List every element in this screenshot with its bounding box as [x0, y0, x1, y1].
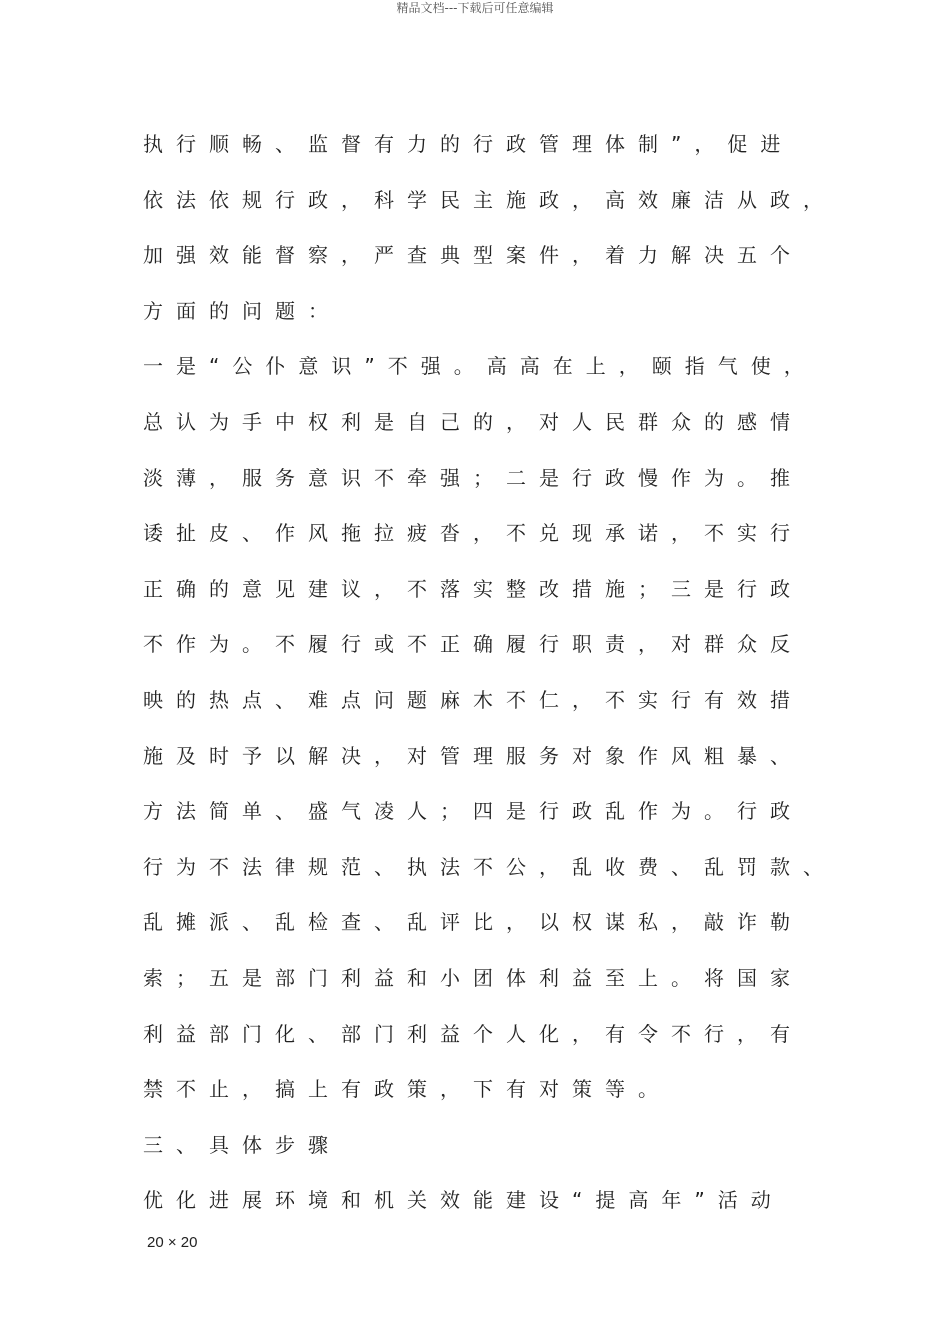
grid-size-label: 20 × 20	[147, 1234, 198, 1251]
body-line: 方法简单、盛气凌人；四是行政乱作为。行政	[143, 799, 803, 824]
body-line: 乱摊派、乱检查、乱评比，以权谋私，敲诈勒	[143, 910, 803, 935]
body-line: 方面的问题：	[143, 298, 341, 323]
body-line: 行为不法律规范、执法不公，乱收费、乱罚款、	[143, 854, 836, 879]
body-line: 映的热点、难点问题麻木不仁，不实行有效措	[143, 687, 803, 712]
body-line: 一是“公仆意识”不强。高高在上，颐指气使，	[143, 354, 817, 379]
body-line: 索；五是部门利益和小团体利益至上。将国家	[143, 965, 803, 990]
body-line: 正确的意见建议，不落实整改措施；三是行政	[143, 576, 803, 601]
body-line: 不作为。不履行或不正确履行职责，对群众反	[143, 632, 803, 657]
page-header: 精品文档---下载后可任意编辑	[396, 1, 554, 15]
document-body	[143, 117, 848, 1229]
body-line: 淡薄，服务意识不牵强；二是行政慢作为。推	[143, 465, 803, 490]
section-heading: 三、具体步骤	[143, 1132, 341, 1157]
body-line: 利益部门化、部门利益个人化，有令不行，有	[143, 1021, 803, 1046]
body-line: 依法依规行政，科学民主施政，高效廉洁从政，	[143, 187, 836, 212]
body-line: 加强效能督察，严查典型案件，着力解决五个	[143, 243, 803, 268]
body-line: 优化进展环境和机关效能建设“提高年”活动	[143, 1188, 784, 1213]
body-line: 施及时予以解决，对管理服务对象作风粗暴、	[143, 743, 803, 768]
body-line: 诿扯皮、作风拖拉疲沓，不兑现承诺，不实行	[143, 521, 803, 546]
body-line: 禁不止，搞上有政策，下有对策等。	[143, 1077, 671, 1102]
body-line: 总认为手中权利是自己的，对人民群众的感情	[143, 409, 803, 434]
body-line: 执行顺畅、监督有力的行政管理体制”，促进	[143, 132, 794, 156]
